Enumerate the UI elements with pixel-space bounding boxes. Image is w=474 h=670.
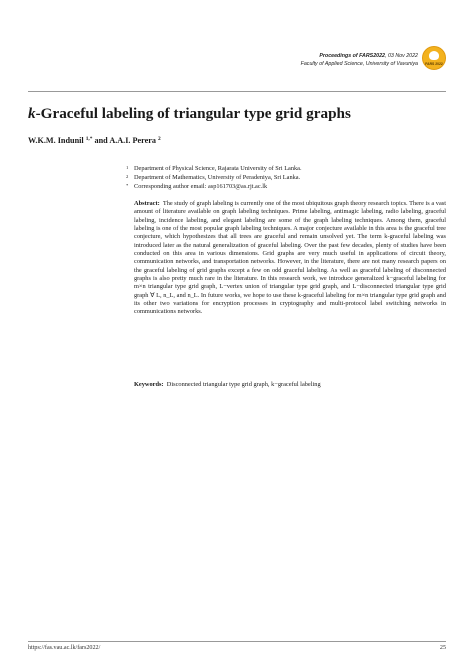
title-k: k	[28, 105, 36, 122]
affiliation-marker: 2	[126, 174, 129, 179]
header-divider	[28, 91, 446, 92]
abstract-label: Abstract:	[134, 200, 160, 207]
corresponding-author	[126, 182, 268, 191]
affiliation-marker: *	[126, 183, 129, 188]
authors-and: and	[92, 136, 110, 145]
footer-divider	[28, 641, 446, 642]
logo-text: FARS 2022	[425, 62, 443, 66]
author-2-affiliation-marker: 2	[158, 136, 161, 142]
conference-logo	[422, 46, 446, 70]
affiliation-2	[126, 173, 301, 182]
logo-emblem	[429, 51, 439, 60]
corresponding-email: Corresponding author email: asp161703@as.rjt.ac.lk	[134, 183, 268, 190]
abstract	[134, 200, 446, 317]
affiliation-marker: 1	[126, 165, 129, 170]
author-1-affiliation-marker: 1,*	[85, 136, 93, 142]
affiliation-1	[126, 164, 302, 173]
keywords	[134, 381, 321, 389]
author-1: W.K.M. Indunil	[28, 136, 84, 145]
proceedings-date: , 03 Nov 2022	[385, 53, 418, 59]
keywords-label: Keywords:	[134, 381, 164, 388]
page-number: 25	[439, 645, 446, 651]
affiliation-text: Department of Physical Science, Rajarata University of Sri Lanka.	[134, 165, 302, 172]
paper-title	[28, 105, 351, 123]
keywords-text: Disconnected triangular type grid graph, k−graceful labeling	[166, 381, 321, 388]
proceedings-name: Proceedings of FARS2022	[319, 53, 386, 59]
abstract-text: The study of graph labeling is currently one of the most ubiquitous graph theory research topics. There is a vast amount of literature available on graph labeling techniques. Prime labeling, antimagic labeling, radio labeling, graceful labeling, incidence labeling, and elegant labeling are some of the graph labeling techniques. Among them, graceful labeling is one of the most popular graph labeling techniques. A major conjecture available in this area is the graceful tree conjecture, which hypothesizes that all trees are graceful and remain unsolved yet. The term k-graceful labeling was introduced later as the natural generalization of graceful labeling. Over the past few decades, plenty of studies have been conducted on this area in various dimensions. Grid graphs are very much useful in applications of circuit theory, communication networks, and transportation networks. However, in the literature, there are not many research papers on the graceful labeling of grid graphs except a few on odd graceful labeling. As well as graceful labeling of disconnected graphs is also pretty much rare in the literature. In this research work, we introduce generalized k−graceful labeling for m×n triangular type grid graph, L−vertex union of triangular type grid graph, and L−disconnected triangular type grid graph ∀ L, n_L, and n_L. In future works, we hope to use these k-graceful labeling for m×n triangular type grid graph and its other two variations for encryption processes in cryptography and multi-protocol label switching networks in communications networks.	[134, 200, 447, 316]
footer-url-link[interactable]: https://fas.vau.ac.lk/fars2022/	[28, 645, 101, 651]
running-header	[301, 53, 418, 68]
title-rest: -Graceful labeling of triangular type grid graphs	[35, 105, 351, 122]
header-line-2: Faculty of Applied Science, University of Vavuniya	[300, 60, 418, 67]
header-line-1	[301, 53, 418, 61]
author-2: A.A.I. Perera	[109, 136, 156, 145]
affiliation-text: Department of Mathematics, University of Peradeniya, Sri Lanka.	[134, 174, 301, 181]
author-list	[28, 136, 161, 145]
